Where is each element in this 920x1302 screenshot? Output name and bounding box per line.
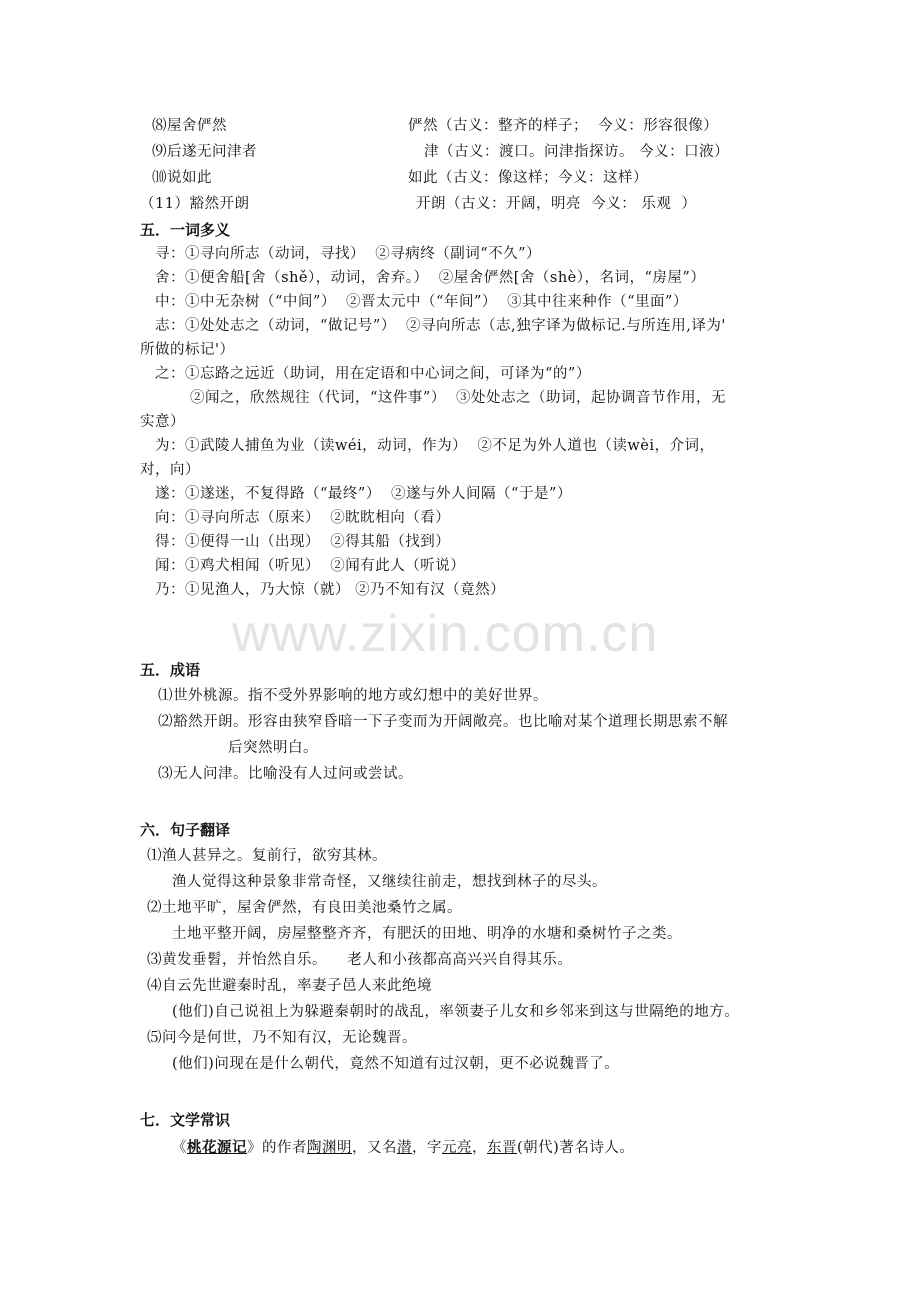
text-line: 后突然明白。 — [228, 740, 318, 756]
gujin-item: ⑻屋舍俨然 — [152, 118, 227, 134]
sentence: ⑶黄发垂髫，并怡然自乐。 老人和小孩都高高兴兴自得其乐。 — [147, 952, 573, 968]
gujin-expl: 如此（古义：像这样；今义：这样） — [408, 170, 648, 186]
watermark: www.zixin.com.cn — [232, 605, 659, 663]
translation: (他们)问现在是什么朝代，竟然不知道有过汉朝，更不必说魏晋了。 — [172, 1056, 620, 1072]
text-line: 闻：①鸡犬相闻（听见） ②闻有此人（听说） — [155, 558, 466, 574]
text-line: 乃：①见渔人，乃大惊（就） ②乃不知有汉（竟然） — [155, 582, 506, 598]
gujin-expl: 俨然（古义：整齐的样子； 今义：形容很像） — [408, 118, 719, 134]
text-fragment: ，又名 — [352, 1140, 397, 1156]
literature-line — [172, 1138, 634, 1158]
text-line: 对，向） — [140, 462, 200, 478]
text-line: ⑴世外桃源。指不受外界影响的地方或幻想中的美好世界。 — [158, 688, 548, 704]
text-line: 为：①武陵人捕鱼为业（读wéi，动词，作为） ②不足为外人道也（读wèi，介词， — [155, 438, 715, 454]
text-fragment: (朝代)著名诗人。 — [517, 1140, 635, 1156]
text-line: ②闻之，欣然规往（代词，“这件事”） ③处处志之（助词，起协调音节作用，无 — [190, 390, 727, 406]
section-heading: 五．成语 — [140, 661, 201, 679]
text-line: 得：①便得一山（出现） ②得其船（找到） — [155, 534, 451, 550]
sentence: ⑷自云先世避秦时乱，率妻子邑人来此绝境 — [147, 978, 432, 994]
text-line: 实意） — [140, 414, 185, 430]
text-line: 舍：①便舍船[舍（shě），动词，舍弃。） ②屋舍俨然[舍（shè），名词，“房屋”） — [155, 270, 706, 286]
gujin-expl: 津（古义：渡口。问津指探访。 今义：口液） — [424, 144, 730, 160]
text-line: 遂：①遂迷，不复得路（“最终”） ②遂与外人间隔（“于是”） — [155, 486, 572, 502]
text-line: ⑵豁然开朗。形容由狭窄昏暗一下子变而为开阔敞亮。也比喻对某个道理长期思索不解 — [158, 714, 728, 730]
text-line: 志：①处处志之（动词，“做记号”） ②寻向所志（志,独字译为做标记.与所连用,译为' — [155, 318, 726, 334]
translation: 渔人觉得这种景象非常奇怪，又继续往前走，想找到林子的尽头。 — [172, 874, 607, 890]
gujin-item: ⑼后遂无问津者 — [152, 144, 257, 160]
text-line: 所做的标记'） — [140, 342, 235, 358]
author-name: 陶渊明 — [307, 1140, 352, 1156]
translation: 土地平整开阔，房屋整整齐齐，有肥沃的田地、明净的水塘和桑树竹子之类。 — [172, 926, 682, 942]
translation: (他们)自己说祖上为躲避秦朝时的战乱，率领妻子儿女和乡邻来到这与世隔绝的地方。 — [172, 1004, 740, 1020]
section-heading: 七．文学常识 — [140, 1111, 231, 1129]
text-line: 之：①忘路之远近（助词，用在定语和中心词之间，可译为“的”） — [155, 366, 591, 382]
text-fragment: ，字 — [412, 1140, 442, 1156]
text-line: 寻：①寻向所志（动词，寻找） ②寻病终（副词“不久”） — [155, 246, 542, 262]
text-line: 中：①中无杂树（“中间”） ②晋太元中（“年间”） ③其中往来种作（“里面”） — [155, 294, 688, 310]
courtesy-name: 元亮 — [442, 1140, 472, 1156]
section-heading: 五．一词多义 — [140, 221, 231, 239]
sentence: ⑵土地平旷，屋舍俨然，有良田美池桑竹之属。 — [147, 900, 462, 916]
gujin-expl: 开朗（古义：开阔，明亮 今义： 乐观 ） — [416, 196, 697, 212]
text-fragment: 《 — [172, 1140, 187, 1156]
text-fragment: 》的作者 — [247, 1140, 307, 1156]
text-line: ⑶无人问津。比喻没有人过问或尝试。 — [158, 766, 413, 782]
gujin-item: （11）豁然开朗 — [140, 196, 250, 212]
dynasty: 东晋 — [487, 1140, 517, 1156]
text-line: 向：①寻向所志（原来） ②眈眈相向（看） — [155, 510, 451, 526]
author-alias: 潜 — [397, 1140, 412, 1156]
work-title: 桃花源记 — [187, 1139, 247, 1156]
text-fragment: ， — [472, 1140, 487, 1156]
section-heading: 六．句子翻译 — [140, 821, 231, 839]
sentence: ⑸问今是何世，乃不知有汉，无论魏晋。 — [147, 1030, 417, 1046]
sentence: ⑴渔人甚异之。复前行，欲穷其林。 — [147, 848, 387, 864]
gujin-item: ⑽说如此 — [152, 170, 212, 186]
